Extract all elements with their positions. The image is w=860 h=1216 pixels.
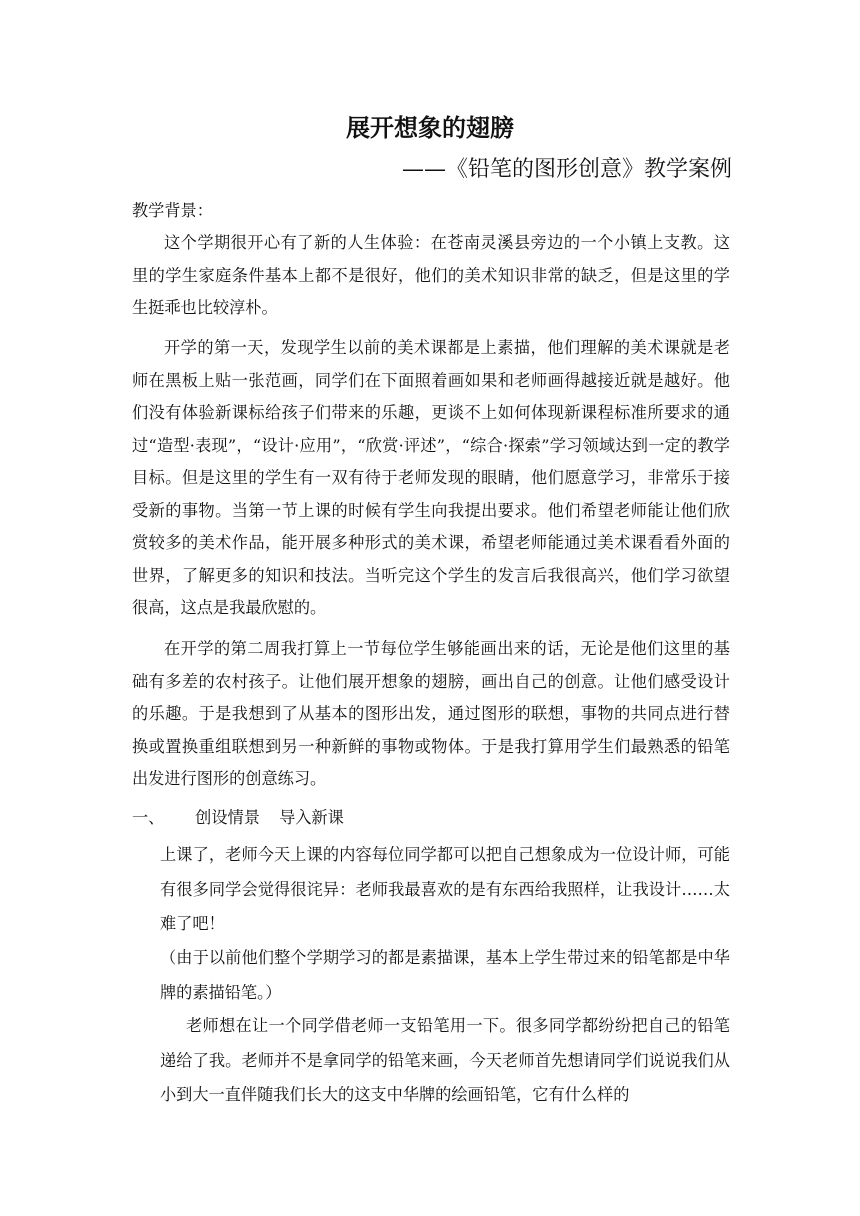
section-number: 一、 (132, 808, 165, 827)
background-label: 教学背景： (132, 201, 213, 220)
document-subtitle: ——《铅笔的图形创意》教学案例 (401, 157, 732, 182)
section-title-part1: 创设情景 (195, 808, 260, 827)
background-paragraph-3: 在开学的第二周我打算上一节每位学生够能画出来的话，无论是他们这里的基础有多差的农村孩子。让他们展开想象的翅膀，画出自己的创意。让他们感受设计的乐趣。于是我想到了从基本的图形出发，通过图形的联想，事物的共同点进行替换或置换重组联想到另一种新鲜的事物或物体。于是我打算用学生们最熟悉的铅笔出发进行图形的创意练习。 (132, 639, 730, 788)
section-paragraph-2: （由于以前他们整个学期学习的都是素描课，基本上学生带过来的铅笔都是中华牌的素描铅笔。） (160, 948, 730, 1002)
section-paragraph-3: 老师想在让一个同学借老师一支铅笔用一下。很多同学都纷纷把自己的铅笔递给了我。老师并不是拿同学的铅笔来画，今天老师首先想请同学们说说我们从小到大一直伴随我们长大的这支中华牌的绘画铅笔，它有什么样的 (160, 1016, 730, 1104)
background-paragraph-2: 开学的第一天，发现学生以前的美术课都是上素描，他们理解的美术课就是老师在黑板上贴一张范画，同学们在下面照着画如果和老师画得越接近就是越好。他们没有体验新课标给孩子们带来的乐趣，更谈不上如何体现新课程标准所要求的通过“造型·表现”，“设计·应用”，“欣赏·评述”，“综合·探索”学习领域达到一定的教学目标。但是这里的学生有一双有待于老师发现的眼睛，他们愿意学习，非常乐于接受新的事物。当第一节上课的时候有学生向我提出要求。他们希望老师能让他们欣赏较多的美术作品，能开展多种形式的美术课，希望老师能通过美术课看看外面的世界，了解更多的知识和技法。当听完这个学生的发言后我很高兴，他们学习欲望很高，这点是我最欣慰的。 (132, 338, 730, 617)
section-title-part2: 导入新课 (279, 808, 344, 827)
background-paragraph-1: 这个学期很开心有了新的人生体验：在苍南灵溪县旁边的一个小镇上支教。这里的学生家庭条件基本上都不是很好，他们的美术知识非常的缺乏，但是这里的学生挺乖也比较淳朴。 (132, 233, 730, 317)
section-paragraph-1: 上课了，老师今天上课的内容每位同学都可以把自己想象成为一位设计师，可能有很多同学会觉得很诧异：老师我最喜欢的是有东西给我照样，让我设计……太难了吧！ (160, 845, 730, 933)
section-heading (132, 802, 344, 834)
document-title: 展开想象的翅膀 (346, 114, 514, 142)
